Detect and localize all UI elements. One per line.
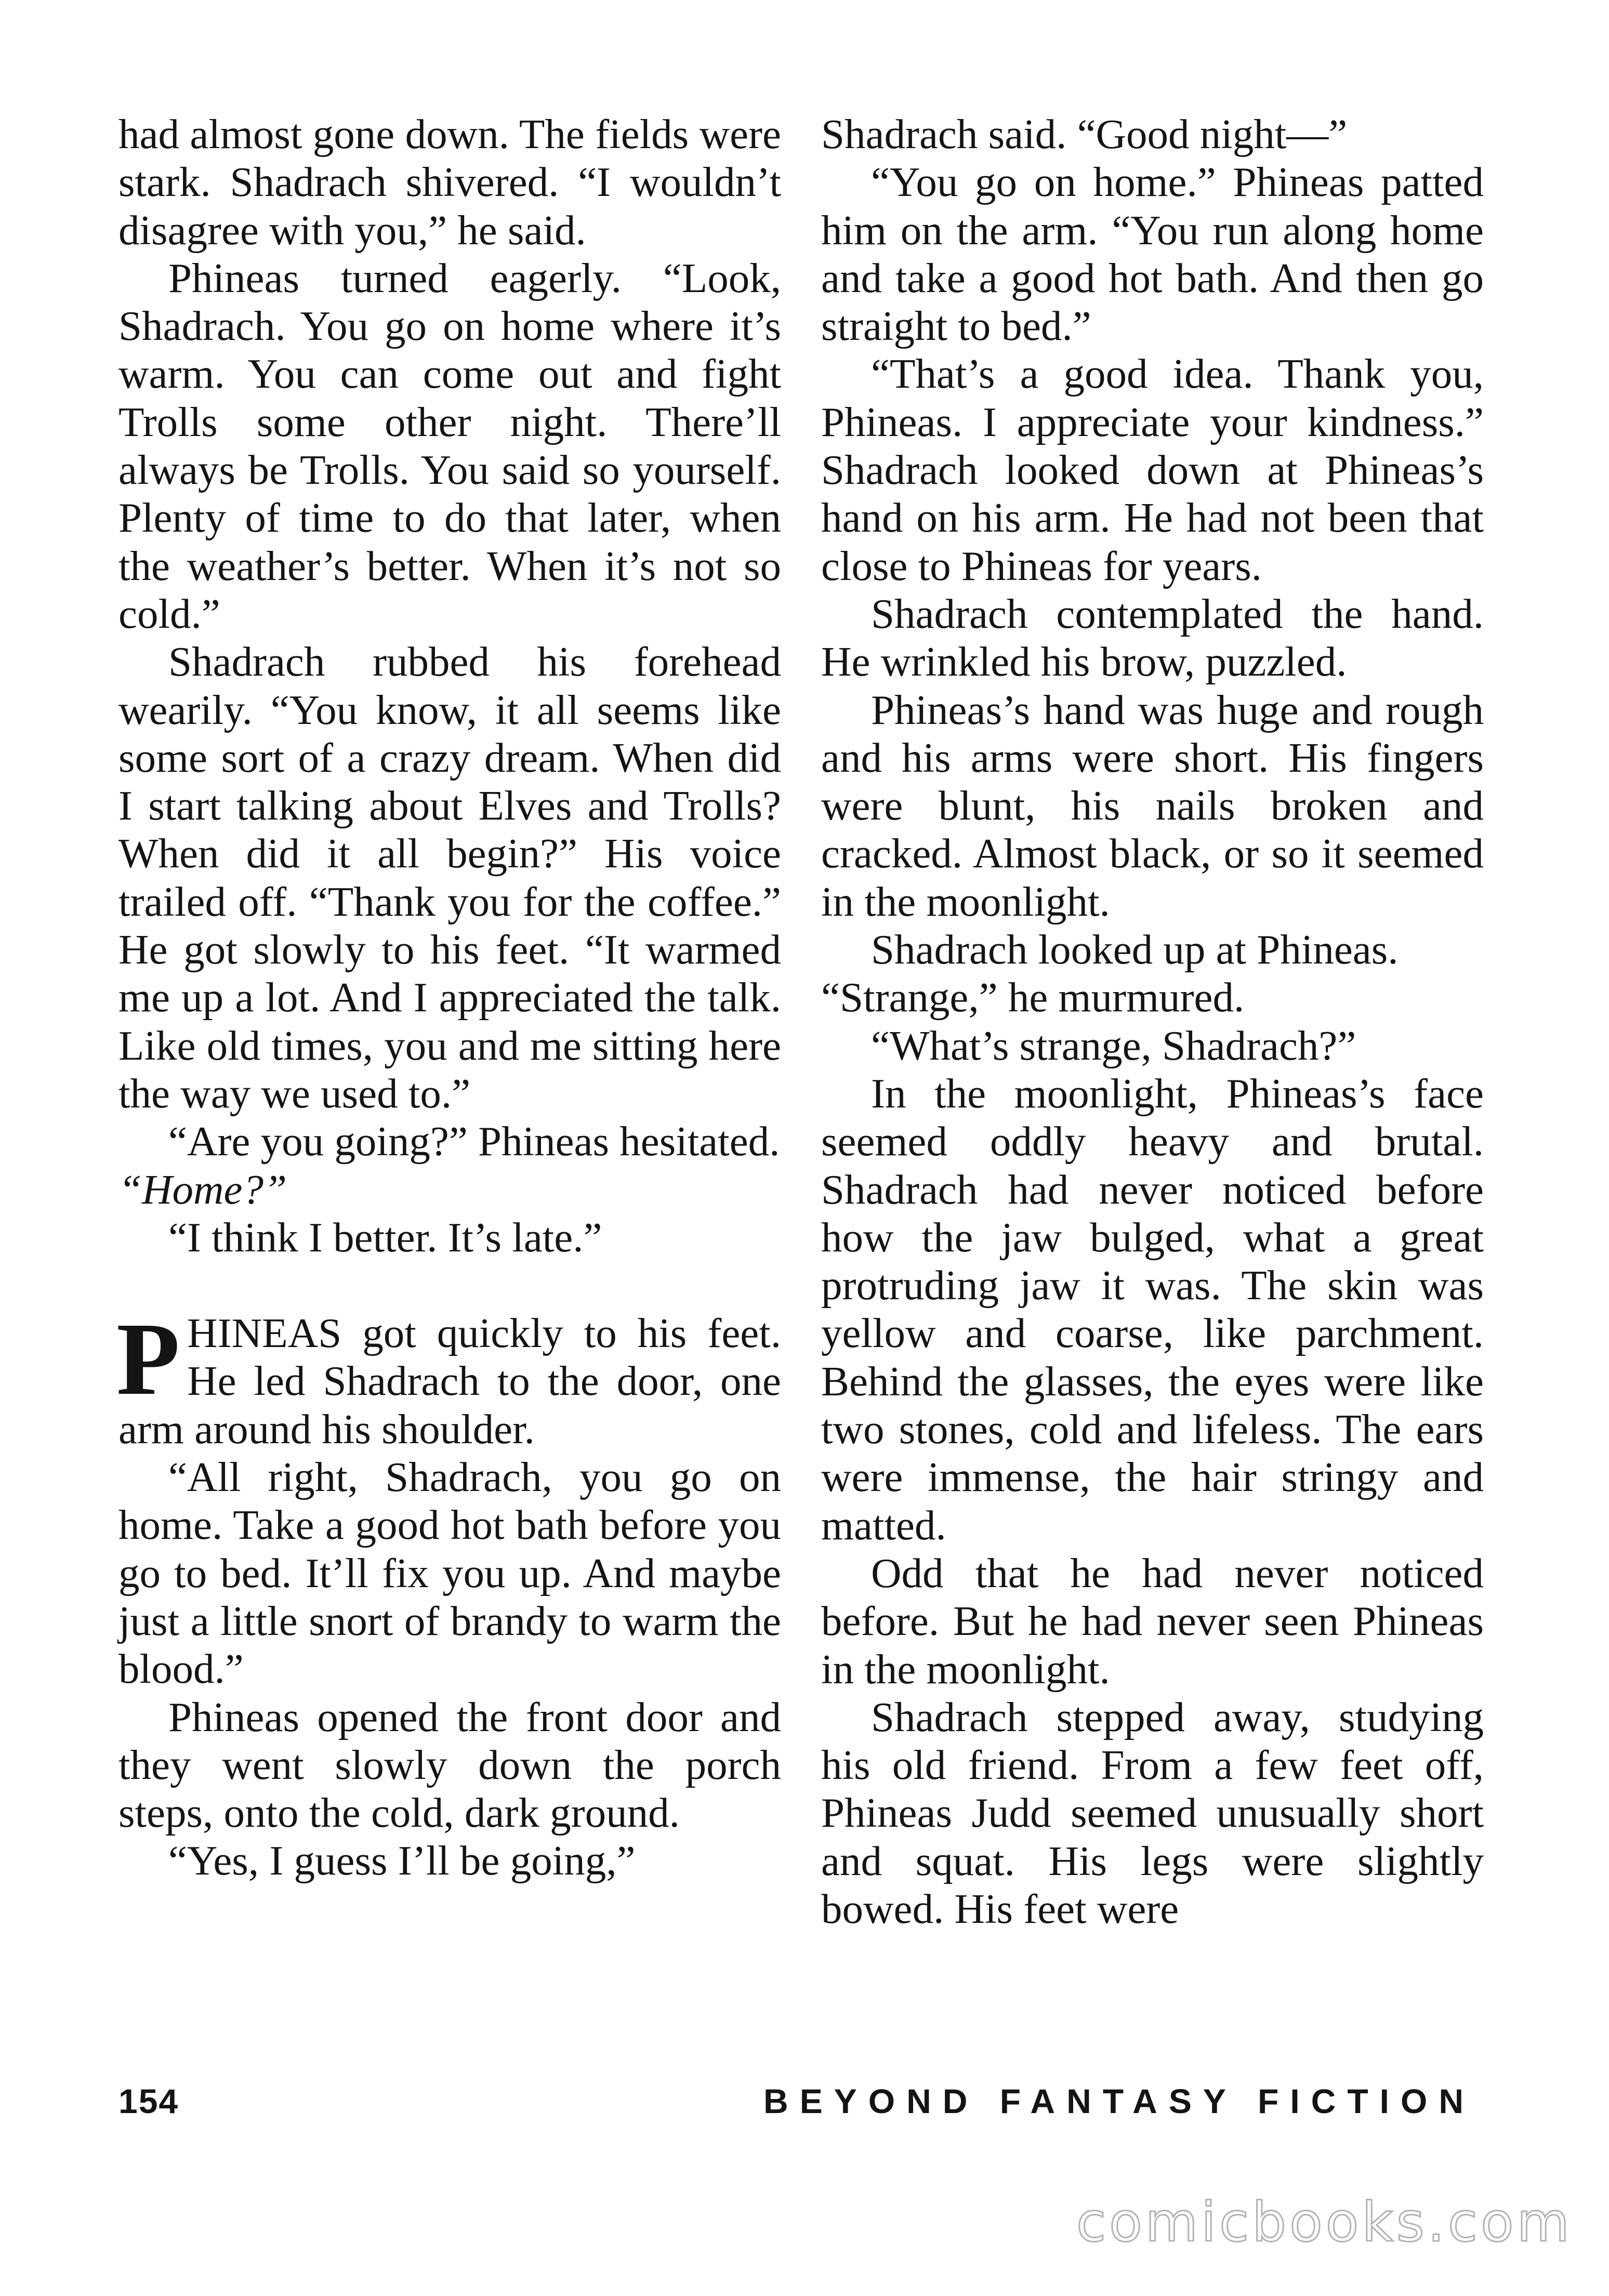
italic-word: “Home?” — [118, 1166, 287, 1213]
watermark: comicbooks.com — [1076, 2191, 1573, 2254]
paragraph: Phineas opened the front door and they went slowly down the porch steps, onto the cold, dark ground. — [118, 1693, 781, 1837]
paragraph: “That’s a good idea. Thank you, Phineas. I appreciate your kindness.” Shadrach looked down at Phineas’s hand on his arm. He had not been that close to Phineas for years. — [821, 350, 1484, 589]
page-number: 154 — [118, 2082, 179, 2120]
paragraph: had almost gone down. The fields were stark. Shadrach shivered. “I wouldn’t disagree with you,” he said. — [118, 111, 781, 254]
paragraph: Shadrach stepped away, studying his old friend. From a few feet off, Phineas Judd seemed unusually short and squat. His legs were slightly bowed. His feet were — [821, 1693, 1484, 1932]
paragraph: Phineas’s hand was huge and rough and his arms were short. His fingers were blunt, his nails broken and cracked. Almost black, or so it seemed in the moonlight. — [821, 686, 1484, 925]
paragraph: Phineas turned eagerly. “Look, Shadrach. You go on home where it’s warm. You can come out and fight Trolls some other night. There’ll always be Trolls. You said so yourself. Plenty of time to do that later, when the weather’s better. When it’s not so cold.” — [118, 254, 781, 637]
paragraph-text: “Are you going?” Phineas hesitated. — [168, 1118, 780, 1165]
paragraph: “Yes, I guess I’ll be going,” — [168, 1837, 636, 1884]
right-text-column — [821, 110, 1484, 1933]
paragraph: “All right, Shadrach, you go on home. Take a good hot bath before you go to bed. It’ll fix you up. And maybe just a little snort of brandy to warm the blood.” — [118, 1454, 781, 1693]
drop-cap: P — [116, 1302, 180, 1417]
running-footer-title: BEYOND FANTASY FICTION — [763, 2082, 1475, 2120]
paragraph: “What’s strange, Shadrach?” — [871, 1022, 1356, 1069]
paragraph: Shadrach said. “Good night—” — [821, 111, 1348, 157]
paragraph: “You go on home.” Phineas patted him on the arm. “You run along home and take a good hot bath. And then go straight to bed.” — [821, 159, 1484, 350]
paragraph — [118, 1117, 781, 1213]
paragraph: In the moonlight, Phineas’s face seemed oddly heavy and brutal. Shadrach had never noticed before how the jaw bulged, what a great protruding jaw it was. The skin was yellow and coarse, like parchment. Behind the glasses, the eyes were like two stones, cold and lifeless. The ears were immense, the hair stringy and matted. — [821, 1070, 1484, 1549]
paragraph: Odd that he had never noticed before. But he had never seen Phineas in the moonlight. — [821, 1549, 1484, 1693]
paragraph: Shadrach rubbed his forehead wearily. “You know, it all seems like some sort of a crazy dream. When did I start talking about Elves and Trolls? When did it all begin?” His voice trailed off. “Thank you for the coffee.” He got slowly to his feet. “It warmed me up a lot. And I appreciated the talk. Like old times, you and me sitting here the way we used to.” — [118, 638, 781, 1117]
paragraph: “I think I better. It’s late.” — [168, 1213, 602, 1261]
left-text-column — [118, 110, 781, 1885]
section-opening-paragraph — [116, 1302, 781, 1453]
paragraph: Shadrach contemplated the hand. He wrinkled his brow, puzzled. — [821, 590, 1484, 685]
paragraph: Shadrach looked up at Phineas. “Strange,” he murmured. — [821, 926, 1399, 1021]
small-caps-word: HINEAS — [187, 1310, 342, 1357]
paragraph-text: got quickly to his feet. He led Shadrach to the door, one arm around his shoulder. — [118, 1310, 781, 1453]
